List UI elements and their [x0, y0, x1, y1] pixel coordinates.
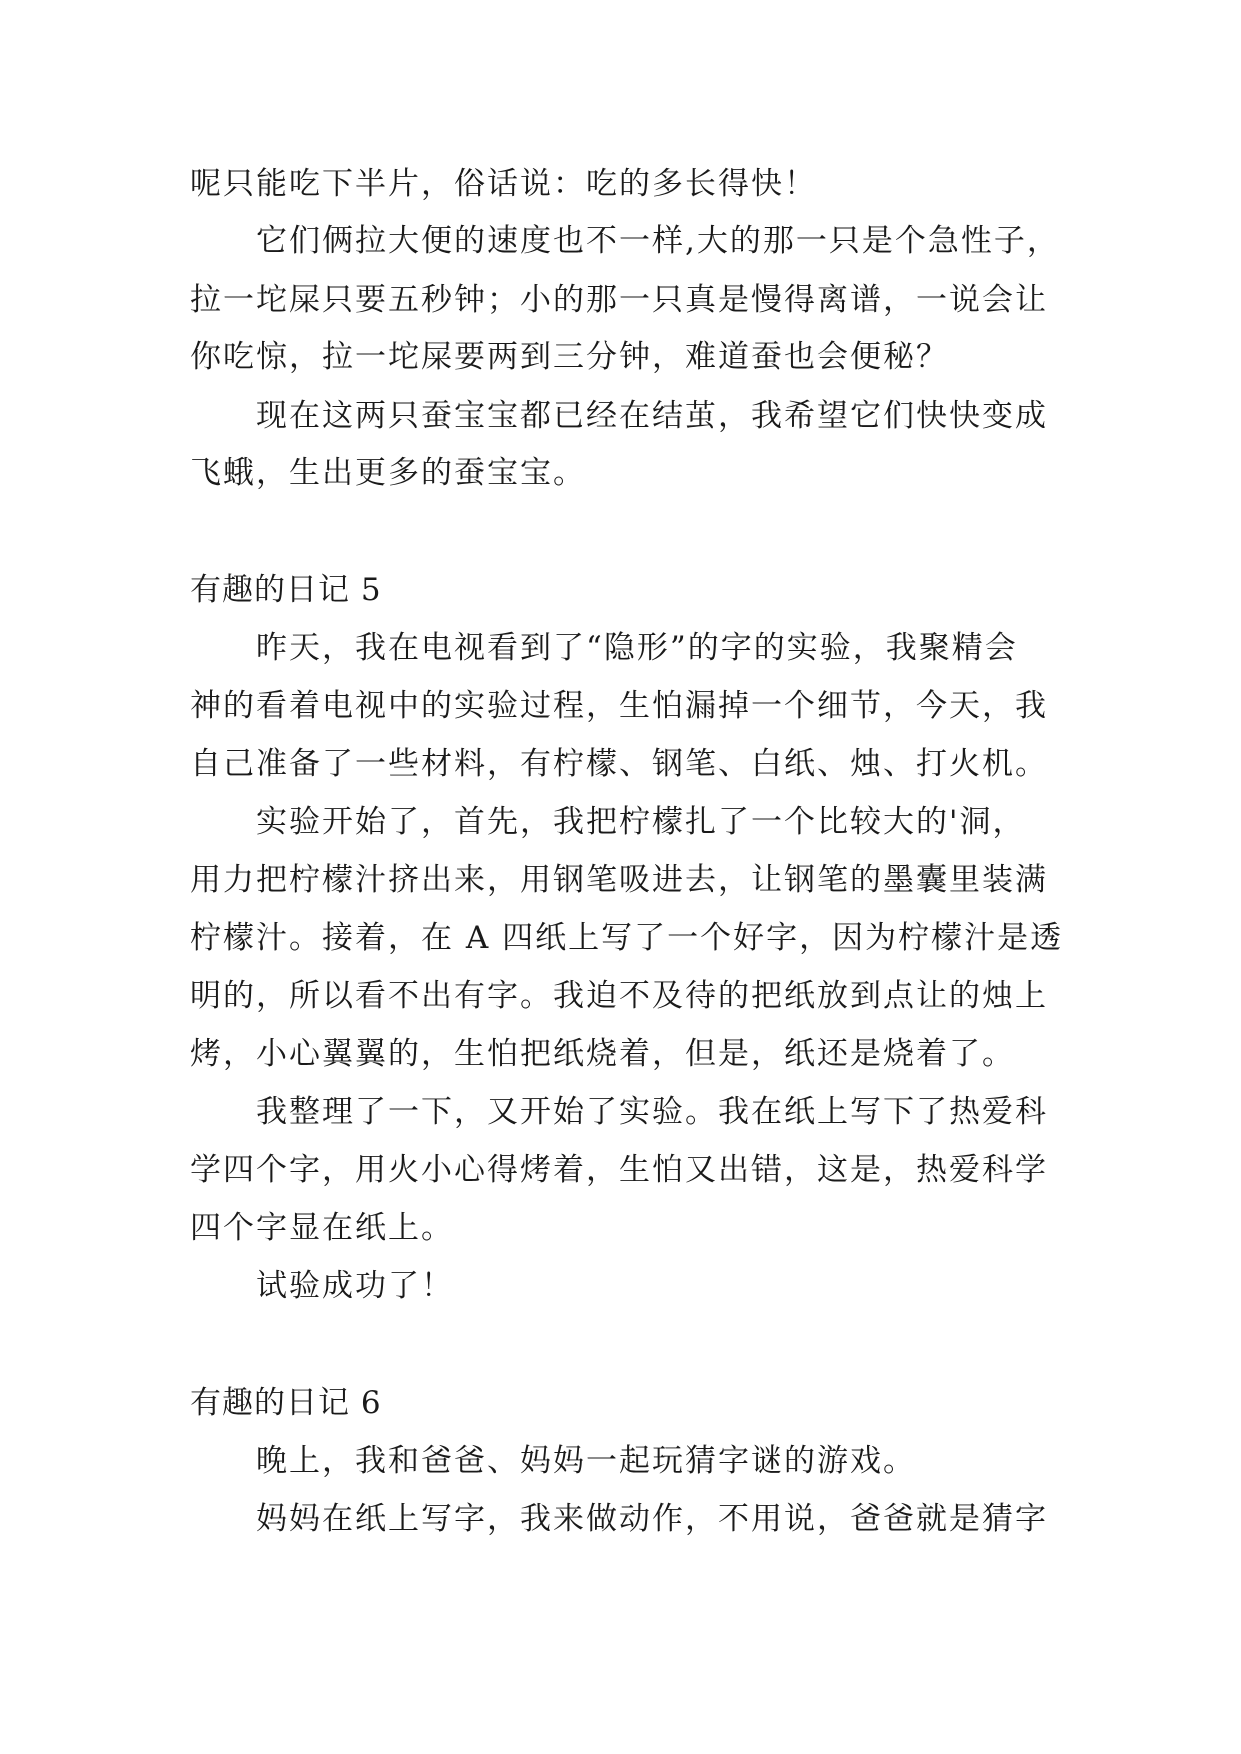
- paragraph-line: 学四个字，用火小心得烤着，生怕又出错，这是，热爱科学: [190, 1152, 1048, 1188]
- section-title: 有趣的日记 6: [190, 1385, 382, 1421]
- paragraph-line: 四个字显在纸上。: [190, 1210, 454, 1246]
- paragraph-line: 烤，小心翼翼的，生怕把纸烧着，但是，纸还是烧着了。: [190, 1036, 1015, 1072]
- paragraph-line: 柠檬汁。接着，在 A 四纸上写了一个好字，因为柠檬汁是透: [190, 920, 1064, 956]
- paragraph-line: 实验开始了，首先，我把柠檬扎了一个比较大的'洞，: [256, 804, 1026, 840]
- paragraph-line: 呢只能吃下半片，俗话说：吃的多长得快！: [190, 166, 817, 202]
- paragraph-line: 自己准备了一些材料，有柠檬、钢笔、白纸、烛、打火机。: [190, 746, 1048, 782]
- paragraph-line: 我整理了一下，又开始了实验。我在纸上写下了热爱科: [256, 1094, 1048, 1130]
- paragraph-line: 试验成功了！: [256, 1268, 454, 1304]
- paragraph-line: 现在这两只蚕宝宝都已经在结茧，我希望它们快快变成: [256, 398, 1048, 434]
- paragraph-line: 神的看着电视中的实验过程，生怕漏掉一个细节，今天，我: [190, 688, 1048, 724]
- paragraph-line: 它们俩拉大便的速度也不一样,大的那一只是个急性子，: [256, 223, 1060, 259]
- paragraph-line: 晚上，我和爸爸、妈妈一起玩猜字谜的游戏。: [256, 1443, 916, 1479]
- paragraph-line: 昨天，我在电视看到了“隐形”的字的实验，我聚精会: [256, 630, 1018, 666]
- paragraph-line: 明的，所以看不出有字。我迫不及待的把纸放到点让的烛上: [190, 978, 1048, 1014]
- paragraph-line: 你吃惊，拉一坨屎要两到三分钟，难道蚕也会便秘？: [190, 339, 949, 375]
- paragraph-line: 拉一坨屎只要五秒钟；小的那一只真是慢得离谱，一说会让: [190, 282, 1048, 318]
- paragraph-line: 妈妈在纸上写字，我来做动作，不用说，爸爸就是猜字: [256, 1501, 1048, 1537]
- paragraph-line: 用力把柠檬汁挤出来，用钢笔吸进去，让钢笔的墨囊里装满: [190, 862, 1048, 898]
- paragraph-line: 飞蛾，生出更多的蚕宝宝。: [190, 455, 586, 491]
- section-title: 有趣的日记 5: [190, 572, 382, 608]
